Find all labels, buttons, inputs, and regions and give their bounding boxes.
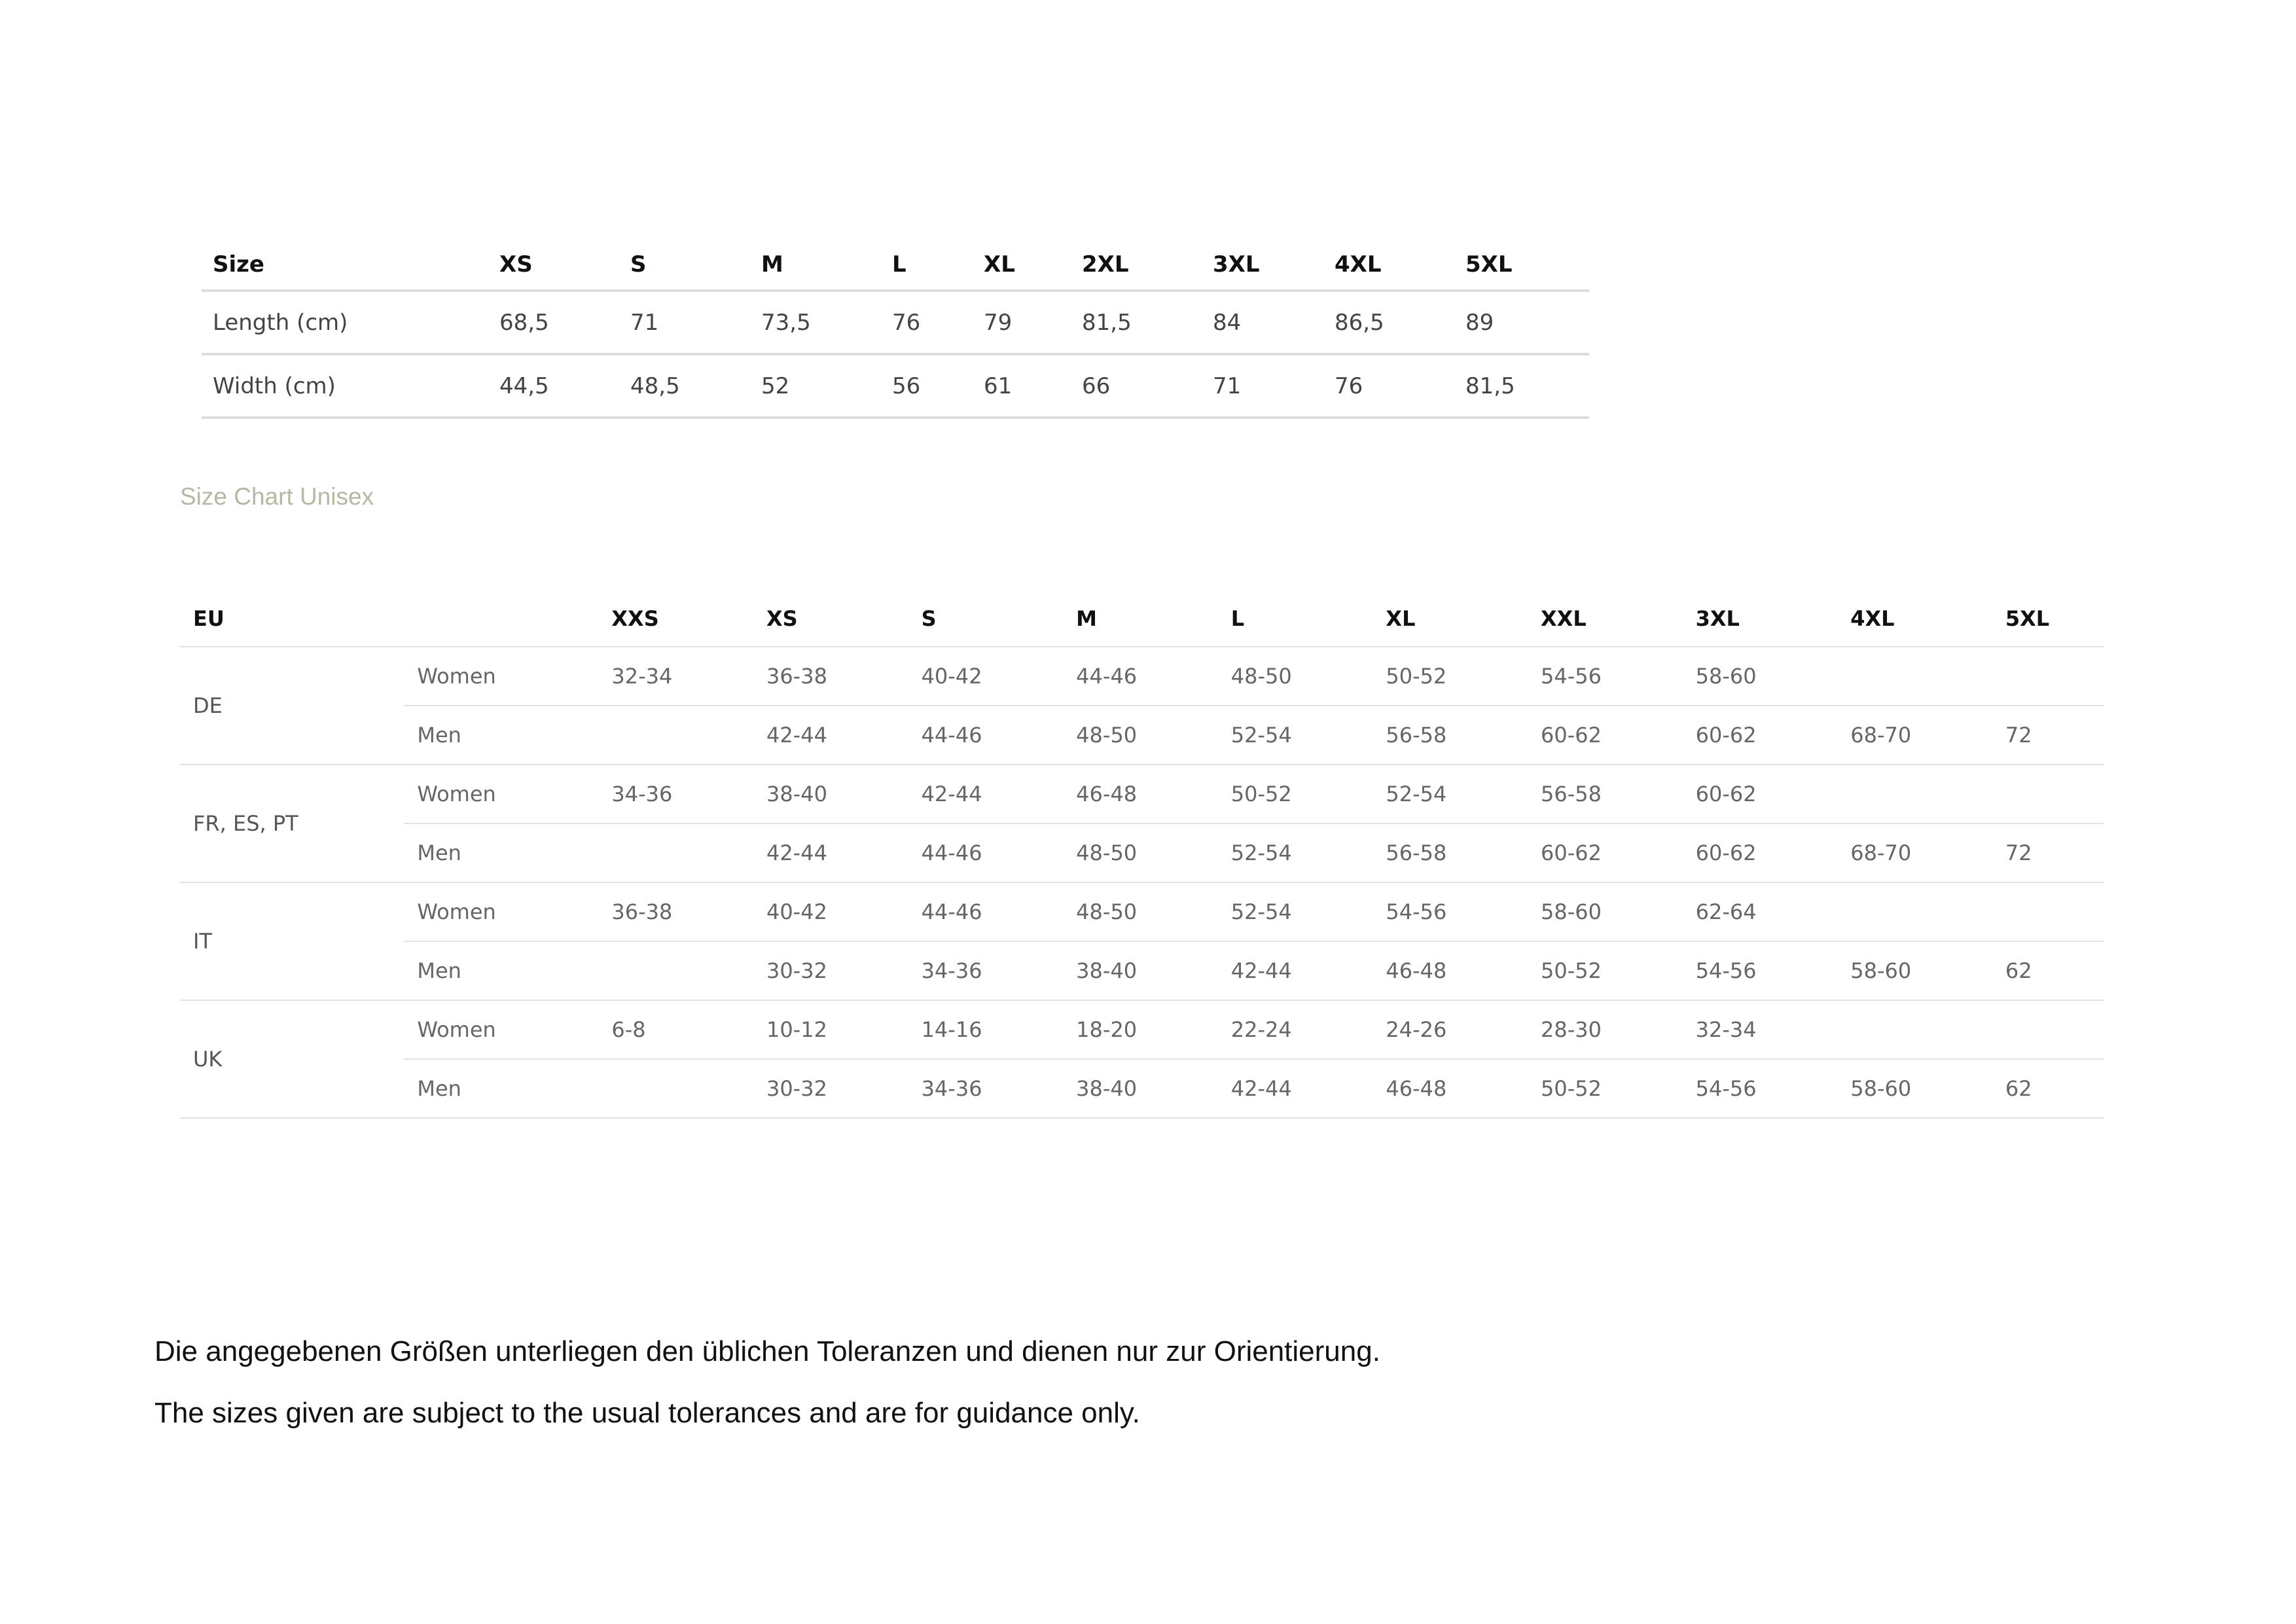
table-cell: 60-62 <box>1683 823 1838 882</box>
table-cell: 52 <box>750 354 881 418</box>
table-cell: 42-44 <box>753 823 908 882</box>
table-row <box>180 647 2104 706</box>
header-cell: M <box>750 240 881 291</box>
table-row <box>180 941 2104 1000</box>
table-cell: 50-52 <box>1218 765 1373 823</box>
gender-label: Men <box>404 941 598 1000</box>
table-cell: 76 <box>1323 354 1454 418</box>
table-cell: 46-48 <box>1372 941 1528 1000</box>
table-cell: 30-32 <box>753 1059 908 1118</box>
header-cell: XL <box>973 240 1071 291</box>
table-cell: 32-34 <box>1683 1000 1838 1059</box>
table-row <box>180 765 2104 823</box>
table-cell: 60-62 <box>1528 706 1683 765</box>
unisex-size-chart-table <box>180 590 2104 1119</box>
table-cell: 71 <box>619 291 750 354</box>
table-cell: 48,5 <box>619 354 750 418</box>
table-cell: 81,5 <box>1071 291 1202 354</box>
table-cell <box>1992 647 2104 706</box>
table-cell: 58-60 <box>1837 1059 1992 1118</box>
header-cell: XS <box>753 590 908 647</box>
table-cell: 48-50 <box>1063 706 1218 765</box>
table-cell <box>1992 882 2104 941</box>
table-cell: 66 <box>1071 354 1202 418</box>
table-row <box>180 1000 2104 1059</box>
table-cell: 50-52 <box>1528 941 1683 1000</box>
table-cell <box>1837 1000 1992 1059</box>
gender-label: Women <box>404 1000 598 1059</box>
measurements-table <box>202 240 1589 419</box>
header-cell: L <box>881 240 973 291</box>
table-cell: 52-54 <box>1218 823 1373 882</box>
header-cell: 5XL <box>1454 240 1589 291</box>
gender-label: Men <box>404 1059 598 1118</box>
header-cell <box>404 590 598 647</box>
table-cell: 50-52 <box>1528 1059 1683 1118</box>
header-cell: S <box>619 240 750 291</box>
table-cell: 48-50 <box>1218 647 1373 706</box>
header-cell: 2XL <box>1071 240 1202 291</box>
gender-label: Women <box>404 882 598 941</box>
table-cell: 44-46 <box>908 823 1064 882</box>
table-cell: 34-36 <box>908 1059 1064 1118</box>
table-cell: 32-34 <box>598 647 753 706</box>
table-cell: 44-46 <box>908 882 1064 941</box>
table-cell: 24-26 <box>1372 1000 1528 1059</box>
gender-label: Men <box>404 823 598 882</box>
table-cell <box>598 941 753 1000</box>
measurements-header-row <box>202 240 1589 291</box>
table-cell: 40-42 <box>753 882 908 941</box>
table-cell: 42-44 <box>908 765 1064 823</box>
table-cell: 54-56 <box>1372 882 1528 941</box>
table-cell: 46-48 <box>1063 765 1218 823</box>
table-cell: 54-56 <box>1683 941 1838 1000</box>
table-cell <box>598 706 753 765</box>
header-cell: 3XL <box>1202 240 1323 291</box>
unisex-header-row <box>180 590 2104 647</box>
table-cell: 81,5 <box>1454 354 1589 418</box>
table-cell: 62 <box>1992 941 2104 1000</box>
table-cell: 58-60 <box>1837 941 1992 1000</box>
table-cell: 44,5 <box>488 354 619 418</box>
table-cell: 68,5 <box>488 291 619 354</box>
table-cell: 44-46 <box>908 706 1064 765</box>
header-cell: 5XL <box>1992 590 2104 647</box>
table-cell: 76 <box>881 291 973 354</box>
table-cell: 60-62 <box>1528 823 1683 882</box>
table-cell: 60-62 <box>1683 765 1838 823</box>
header-cell: L <box>1218 590 1373 647</box>
table-cell: 42-44 <box>1218 1059 1373 1118</box>
header-cell: Size <box>202 240 488 291</box>
header-cell: 4XL <box>1323 240 1454 291</box>
table-cell: 61 <box>973 354 1071 418</box>
header-cell: XS <box>488 240 619 291</box>
header-cell: 3XL <box>1683 590 1838 647</box>
table-cell <box>1992 1000 2104 1059</box>
header-cell: M <box>1063 590 1218 647</box>
table-cell <box>1837 882 1992 941</box>
table-cell: 10-12 <box>753 1000 908 1059</box>
table-cell: 62 <box>1992 1059 2104 1118</box>
table-cell: 30-32 <box>753 941 908 1000</box>
table-cell: 34-36 <box>908 941 1064 1000</box>
table-row <box>202 291 1589 354</box>
table-cell: 79 <box>973 291 1071 354</box>
table-cell <box>598 1059 753 1118</box>
gender-label: Women <box>404 765 598 823</box>
table-cell: 42-44 <box>1218 941 1373 1000</box>
header-cell: XL <box>1372 590 1528 647</box>
table-cell: 56-58 <box>1372 823 1528 882</box>
table-cell: 56-58 <box>1372 706 1528 765</box>
table-cell: 52-54 <box>1372 765 1528 823</box>
header-cell: EU <box>180 590 404 647</box>
table-row <box>180 882 2104 941</box>
region-label: FR, ES, PT <box>180 765 404 882</box>
table-cell: 38-40 <box>1063 1059 1218 1118</box>
table-row <box>180 823 2104 882</box>
table-cell: 54-56 <box>1683 1059 1838 1118</box>
table-row <box>202 354 1589 418</box>
size-chart-unisex-title: Size Chart Unisex <box>180 483 374 510</box>
gender-label: Women <box>404 647 598 706</box>
row-label: Width (cm) <box>202 354 488 418</box>
table-cell: 58-60 <box>1683 647 1838 706</box>
table-row <box>180 706 2104 765</box>
table-cell <box>1837 765 1992 823</box>
table-cell: 38-40 <box>1063 941 1218 1000</box>
table-cell: 48-50 <box>1063 823 1218 882</box>
table-cell: 73,5 <box>750 291 881 354</box>
table-cell: 36-38 <box>598 882 753 941</box>
table-cell: 89 <box>1454 291 1589 354</box>
header-cell: XXS <box>598 590 753 647</box>
table-cell: 38-40 <box>753 765 908 823</box>
table-cell <box>598 823 753 882</box>
header-cell: S <box>908 590 1064 647</box>
table-cell: 48-50 <box>1063 882 1218 941</box>
table-cell: 50-52 <box>1372 647 1528 706</box>
table-cell: 28-30 <box>1528 1000 1683 1059</box>
table-cell: 44-46 <box>1063 647 1218 706</box>
table-cell: 68-70 <box>1837 823 1992 882</box>
table-cell: 72 <box>1992 706 2104 765</box>
table-cell: 40-42 <box>908 647 1064 706</box>
table-cell: 84 <box>1202 291 1323 354</box>
table-row <box>180 1059 2104 1118</box>
region-label: IT <box>180 882 404 1000</box>
table-cell: 46-48 <box>1372 1059 1528 1118</box>
tolerance-note-english: The sizes given are subject to the usual tolerances and are for guidance only. <box>154 1397 1140 1429</box>
table-cell: 68-70 <box>1837 706 1992 765</box>
row-label: Length (cm) <box>202 291 488 354</box>
table-cell: 14-16 <box>908 1000 1064 1059</box>
table-cell: 18-20 <box>1063 1000 1218 1059</box>
tolerance-note-german: Die angegebenen Größen unterliegen den üblichen Toleranzen und dienen nur zur Orientierung. <box>154 1335 1380 1367</box>
gender-label: Men <box>404 706 598 765</box>
table-cell: 42-44 <box>753 706 908 765</box>
header-cell: XXL <box>1528 590 1683 647</box>
table-cell: 60-62 <box>1683 706 1838 765</box>
table-cell: 34-36 <box>598 765 753 823</box>
table-cell: 52-54 <box>1218 706 1373 765</box>
table-cell <box>1992 765 2104 823</box>
table-cell: 52-54 <box>1218 882 1373 941</box>
table-cell: 62-64 <box>1683 882 1838 941</box>
table-cell: 36-38 <box>753 647 908 706</box>
region-label: DE <box>180 647 404 765</box>
table-cell: 86,5 <box>1323 291 1454 354</box>
table-cell: 58-60 <box>1528 882 1683 941</box>
table-cell: 56-58 <box>1528 765 1683 823</box>
table-cell: 72 <box>1992 823 2104 882</box>
table-cell: 22-24 <box>1218 1000 1373 1059</box>
region-label: UK <box>180 1000 404 1118</box>
table-cell: 56 <box>881 354 973 418</box>
header-cell: 4XL <box>1837 590 1992 647</box>
table-cell: 6-8 <box>598 1000 753 1059</box>
table-cell <box>1837 647 1992 706</box>
table-cell: 54-56 <box>1528 647 1683 706</box>
table-cell: 71 <box>1202 354 1323 418</box>
